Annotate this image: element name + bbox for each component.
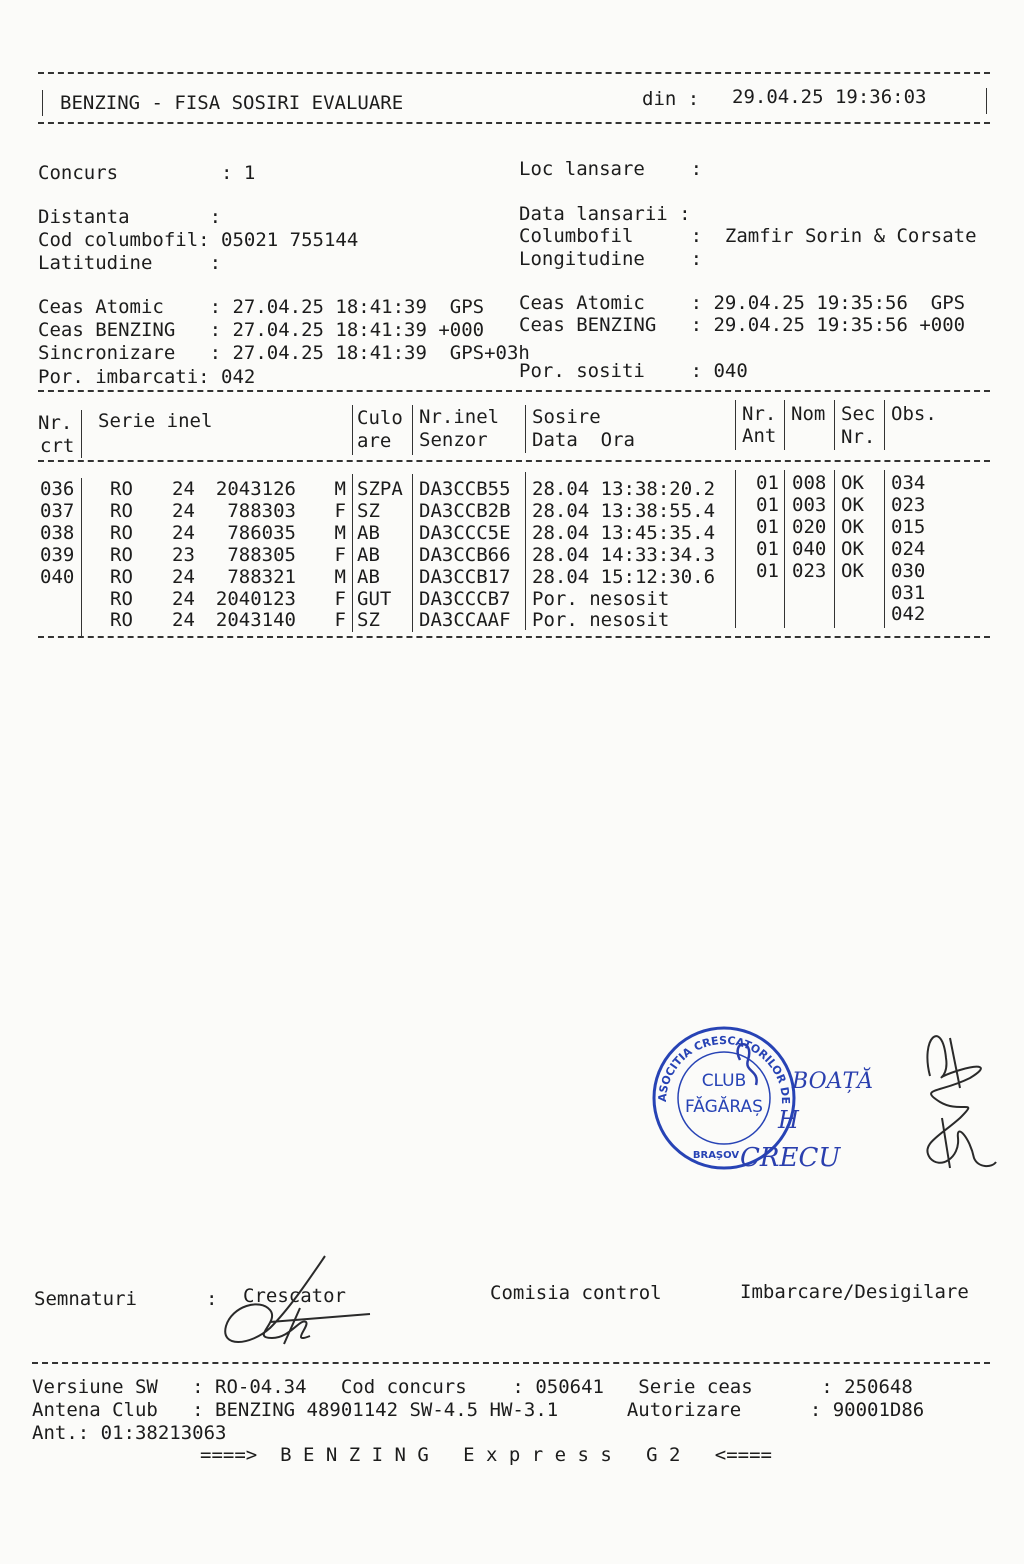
row-sensor: DA3CCB2B (419, 499, 511, 522)
row-color: AB (357, 521, 380, 544)
col-sep (412, 474, 413, 632)
data-lansarii-line: Data lansarii : (519, 203, 691, 225)
row-antenna: 01 (756, 515, 779, 538)
row-year: 24 (172, 499, 195, 522)
header-top-rule (38, 72, 990, 74)
row-sensor: DA3CCAAF (419, 609, 511, 632)
row-arrival: 28.04 15:12:30.6 (532, 565, 716, 588)
row-country: RO (110, 565, 133, 588)
longitudine-line: Longitudine : (519, 248, 703, 270)
row-year: 24 (172, 565, 195, 588)
row-sensor: DA3CCB66 (419, 543, 511, 566)
row-sec: OK (841, 493, 864, 516)
row-country: RO (110, 587, 133, 610)
columbofil-line: Columbofil : Zamfir Sorin & Corsate (519, 225, 977, 247)
footer-versiune-line: Versiune SW : RO-04.34 Cod concurs : 050641 Serie ceas : 250648 (32, 1376, 913, 1398)
row-ring-number: 2043126 (215, 478, 296, 500)
col-header-nr: Nr. (38, 412, 73, 434)
loc-lansare-line: Loc lansare : (519, 158, 703, 180)
row-ring-number: 788305 (227, 543, 296, 566)
header-right-bar (986, 88, 987, 114)
handwritten-names (700, 1030, 890, 1180)
signature-right (900, 1018, 1000, 1178)
row-year: 24 (172, 609, 195, 632)
col-sep (884, 400, 885, 450)
table-header-rule (38, 460, 990, 462)
row-obs: 015 (891, 515, 926, 538)
row-country: RO (110, 543, 133, 566)
col-header-serie: Serie inel (98, 410, 213, 432)
col-sep (525, 405, 526, 453)
crescator-label: Crescator (243, 1285, 346, 1307)
col-sep (834, 470, 835, 628)
ceas-benzing-start: Ceas BENZING : 27.04.25 18:41:39 +000 (38, 319, 485, 341)
row-sex: F (334, 543, 346, 566)
col-header-nr-ant: Nr. (742, 403, 777, 425)
col-header-obs: Obs. (891, 403, 937, 425)
row-ring-number: 2040123 (215, 587, 296, 610)
handwriting-line-2: H (778, 1106, 799, 1134)
footer-ant-line: Ant.: 01:38213063 (32, 1422, 227, 1444)
col-header-sec-nr: Nr. (841, 426, 876, 448)
col-sep (81, 410, 82, 458)
row-color: SZ (357, 609, 380, 632)
stamp-club: CLUB (701, 1071, 747, 1091)
row-sex: M (334, 565, 346, 588)
ceas-atomic-end: Ceas Atomic : 29.04.25 19:35:56 GPS (519, 292, 966, 314)
row-nom: 023 (792, 559, 827, 582)
row-arrival: Por. nesosit (532, 609, 670, 632)
row-color: AB (357, 565, 380, 588)
row-sec: OK (841, 559, 864, 582)
col-header-nom: Nom (791, 403, 826, 425)
stamp-ring-text: ASOCITIA CRESCATORILOR DE PORUMBEI (642, 1014, 793, 1105)
col-sep (81, 478, 82, 636)
signatures-colon: : (206, 1288, 218, 1310)
col-sep (784, 400, 785, 450)
col-sep (352, 474, 353, 632)
row-sec: OK (841, 515, 864, 538)
row-sec: OK (841, 472, 864, 494)
row-country: RO (110, 499, 133, 522)
report-date: 29.04.25 19:36:03 (732, 86, 927, 108)
footer-antena-line: Antena Club : BENZING 48901142 SW-4.5 HW-3.1 Autorizare : 90001D86 (32, 1399, 925, 1421)
row-obs: 024 (891, 537, 926, 560)
sincronizare-line: Sincronizare : 27.04.25 18:41:39 GPS+03h (38, 342, 530, 364)
row-nom: 020 (792, 515, 827, 538)
crescator-signature (210, 1248, 380, 1358)
row-year: 24 (172, 521, 195, 544)
row-antenna: 01 (756, 559, 779, 582)
row-sensor: DA3CCB17 (419, 565, 511, 588)
col-header-sec: Sec (841, 403, 876, 425)
row-color: SZPA (357, 478, 403, 500)
row-nom: 003 (792, 493, 827, 516)
row-sex: F (334, 587, 346, 610)
row-arrival: Por. nesosit (532, 587, 670, 610)
row-crt: 036 (40, 478, 75, 500)
col-sep (784, 470, 785, 628)
row-year: 23 (172, 543, 195, 566)
row-obs: 034 (891, 472, 926, 494)
col-sep (884, 470, 885, 628)
distanta-line: Distanta : (38, 206, 222, 228)
col-sep (735, 470, 736, 628)
row-arrival: 28.04 13:38:20.2 (532, 478, 716, 500)
ceas-benzing-end: Ceas BENZING : 29.04.25 19:35:56 +000 (519, 314, 966, 336)
row-crt: 037 (40, 499, 75, 522)
col-sep (412, 405, 413, 455)
row-arrival: 28.04 13:45:35.4 (532, 521, 716, 544)
col-header-crt: crt (40, 435, 75, 457)
comisia-label: Comisia control (490, 1282, 662, 1304)
row-obs: 042 (891, 603, 926, 626)
row-color: GUT (357, 587, 392, 610)
row-ring-number: 2043140 (215, 609, 296, 632)
row-crt: 038 (40, 521, 75, 544)
row-obs: 031 (891, 581, 926, 604)
report-title: BENZING - FISA SOSIRI EVALUARE (60, 92, 404, 114)
row-ring-number: 788321 (227, 565, 296, 588)
row-country: RO (110, 521, 133, 544)
footer-brand-line: ====> B E N Z I N G E x p r e s s G 2 <==== (200, 1444, 772, 1466)
table-top-rule (38, 390, 990, 392)
table-bottom-rule (38, 636, 990, 638)
row-obs: 023 (891, 493, 926, 516)
concurs-line: Concurs : 1 (38, 162, 256, 184)
por-sositi-line: Por. sositi : 040 (519, 360, 748, 382)
row-sex: F (334, 609, 346, 632)
stamp-town: FĂGĂRAȘ (685, 1097, 763, 1117)
header-bottom-rule (38, 122, 990, 124)
row-sex: M (334, 478, 346, 500)
row-nom: 040 (792, 537, 827, 560)
imbarcare-label: Imbarcare/Desigilare (740, 1281, 969, 1303)
row-nom: 008 (792, 472, 827, 494)
handwriting-line-1: BOAȚĂ (792, 1069, 874, 1094)
latitudine-line: Latitudine : (38, 252, 222, 274)
ceas-atomic-start: Ceas Atomic : 27.04.25 18:41:39 GPS (38, 296, 485, 318)
row-year: 24 (172, 478, 195, 500)
row-obs: 030 (891, 559, 926, 582)
col-sep (735, 400, 736, 450)
signatures-label: Semnaturi (34, 1288, 137, 1310)
col-header-nrinel: Nr.inel (419, 406, 500, 428)
row-country: RO (110, 609, 133, 632)
row-sensor: DA3CCB55 (419, 478, 511, 500)
col-header-sosire: Sosire (532, 406, 601, 428)
row-year: 24 (172, 587, 195, 610)
row-sex: F (334, 499, 346, 522)
row-color: AB (357, 543, 380, 566)
row-ring-number: 788303 (227, 499, 296, 522)
row-country: RO (110, 478, 133, 500)
cod-columbofil-line: Cod columbofil: 05021 755144 (38, 229, 359, 251)
col-header-data-ora: Data Ora (532, 429, 635, 451)
row-sensor: DA3CCC5E (419, 521, 511, 544)
row-antenna: 01 (756, 493, 779, 516)
date-label: din : (642, 88, 700, 110)
col-header-are: are (357, 430, 392, 452)
col-sep (352, 405, 353, 455)
row-sex: M (334, 521, 346, 544)
row-crt: 040 (40, 565, 75, 588)
col-header-culo: Culo (357, 407, 403, 429)
col-sep (525, 472, 526, 630)
row-color: SZ (357, 499, 380, 522)
row-antenna: 01 (756, 472, 779, 494)
row-sensor: DA3CCCB7 (419, 587, 511, 610)
footer-rule (32, 1362, 990, 1364)
row-ring-number: 786035 (227, 521, 296, 544)
header-left-bar (42, 90, 43, 116)
stamp-county: BRAȘOV (692, 1150, 740, 1161)
col-header-senzor: Senzor (419, 429, 488, 451)
col-header-ant: Ant (742, 425, 777, 447)
por-imbarcati-line: Por. imbarcati: 042 (38, 366, 256, 388)
handwriting-line-3: CRECU (740, 1143, 841, 1173)
row-arrival: 28.04 14:33:34.3 (532, 543, 716, 566)
row-sec: OK (841, 537, 864, 560)
row-antenna: 01 (756, 537, 779, 560)
row-arrival: 28.04 13:38:55.4 (532, 499, 716, 522)
col-sep (834, 400, 835, 450)
row-crt: 039 (40, 543, 75, 566)
